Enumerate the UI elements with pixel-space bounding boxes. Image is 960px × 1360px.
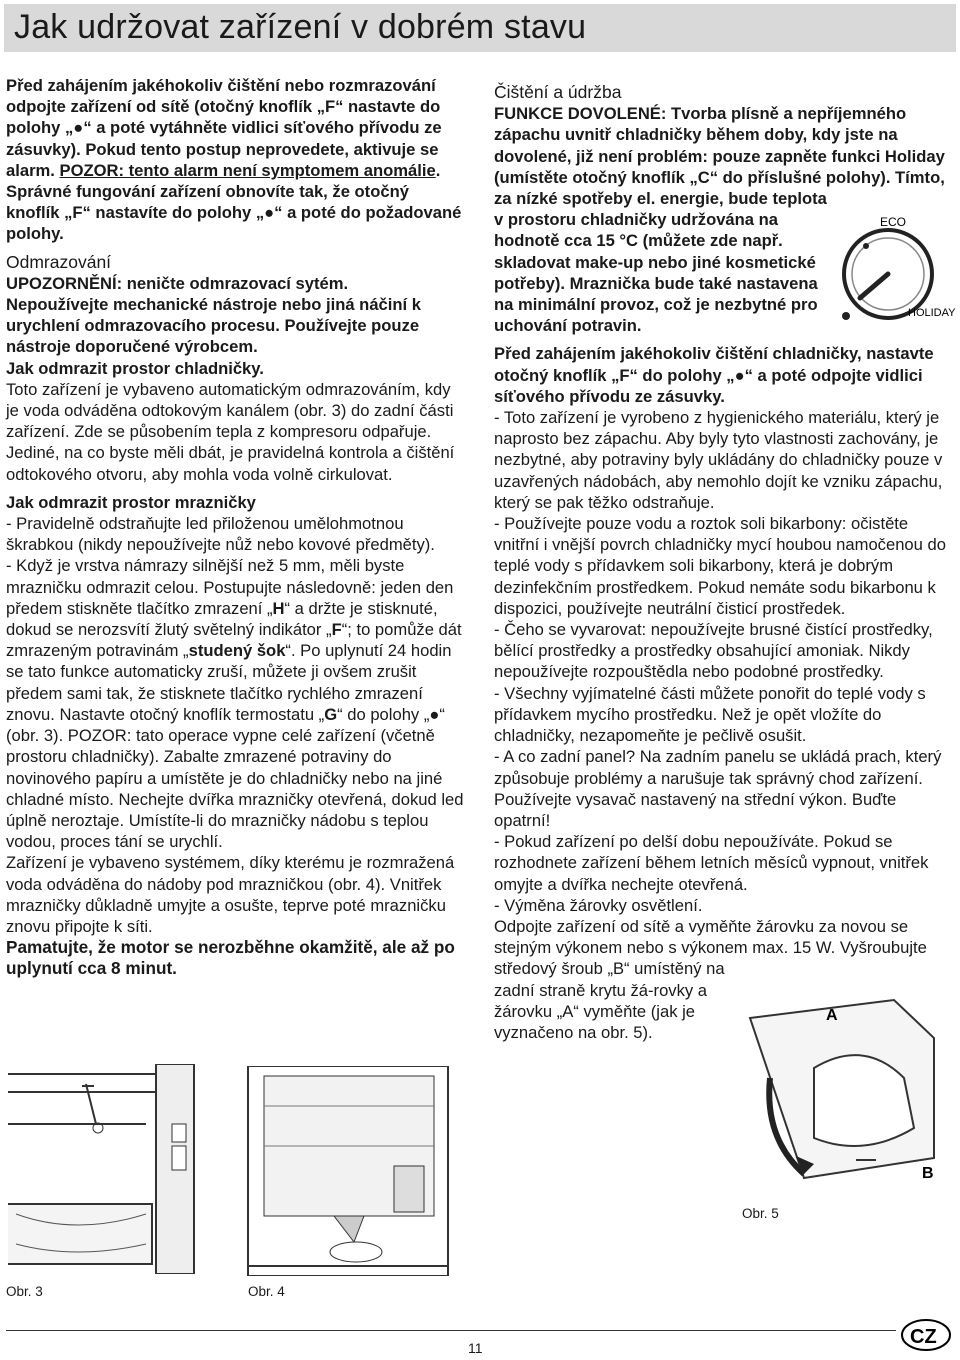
- defrost-warning: UPOZORNĚNÍ: neničte odmrazovací sytém.: [6, 273, 349, 293]
- freezer-defrost-text: [6, 555, 466, 852]
- figure-3-illustration: [6, 1064, 236, 1274]
- long-absence-text: - Pokud zařízení po delší dobu nepoužíváte. Pokud se rozhodnete zařízení během letních měsíců vypnout, vnitřek omyjte a dvířka nechejte otevřená.: [494, 832, 929, 894]
- holiday-label: HOLIDAY: [908, 307, 956, 319]
- figure-4-caption: Obr. 4: [248, 1284, 285, 1299]
- eco-label: ECO: [880, 215, 907, 229]
- thermostat-dial-figure: [836, 210, 960, 330]
- bulb-text-2: středový šroub „B“ umístěný na zadní straně krytu žá-rovky a žárovku „A“ vyměňte (jak je vyznačeno na obr. 5).: [494, 959, 725, 1042]
- freezer-text-4: “. Po uplynutí 24 hodin se tato funkce automaticky zruší, můžete ji ovšem zrušit předem sami tak, že stisknete tlačítko rychlého zmrazení znovu. Nastavte otočný knoflík termostatu „: [6, 641, 452, 724]
- motor-note: Pamatujte, že motor se nerozběhne okamžitě, ale až po uplynutí cca 8 minut.: [6, 937, 455, 979]
- holiday-text-1: FUNKCE DOVOLENÉ: Tvorba plísně a nepříjemného zápachu uvnitř chladničky během doby, kdy jste na dovolené, již není problém: pouze zapněte funkci Holiday (umístěte otočný knoflík „C“ do příslušné polohy). Tímto, za nízké spotřeby el. energie, bude teplota: [494, 104, 945, 209]
- removable-parts-text: - Všechny vyjímatelné části můžete ponořit do teplé vody s přídavkem mycího prostředku. Než je opět vložíte do chladničky, nezapomeňte je pečlivě osušit.: [494, 683, 926, 746]
- intro-paragraph: [6, 75, 466, 245]
- cleaning-heading: Čištění a údržba: [494, 82, 622, 102]
- figure-5-illustration: [744, 998, 954, 1194]
- eco-dot: [863, 243, 869, 249]
- page-number: 11: [468, 1340, 483, 1356]
- alarm-note: POZOR: tento alarm není symptomem anomálie: [59, 160, 436, 180]
- button-h-ref: H: [272, 598, 285, 618]
- avoid-text: - Čeho se vyvarovat: nepoužívejte brusné čistící prostředky, bělící prostředky a prostředky obsahující amoniak. Nikdy nepoužívejte rozpouštědla nebo podobné prostředky.: [494, 620, 933, 682]
- fridge-defrost-heading: Jak odmrazit prostor chladničky.: [6, 358, 264, 378]
- before-cleaning-text: Před zahájením jakéhokoliv čištění chladničky, nastavte otočný knoflík „F“ do polohy „●“ a poté odpojte vidlici síťového přívodu ze zásuvky.: [494, 344, 934, 406]
- fridge-defrost-text: Toto zařízení je vybaveno automatickým odmrazováním, kdy je voda odváděna odtokovým kanálem (obr. 3) do zadní části zařízení. Zde se působením tepla z kompresoru odpařuje. Jediné, na co byste měli dbát, je pravidelná kontrola a čištění odtokového otvoru, aby mohla voda volně cirkulovat.: [6, 379, 455, 484]
- cold-shock-term: studený šok: [188, 641, 286, 661]
- knob-g-ref: G: [324, 704, 338, 724]
- page-title: Jak udržovat zařízení v dobrém stavu: [14, 8, 587, 46]
- intro-text: Před zahájením jakéhokoliv čištění nebo rozmrazování odpojte zařízení od sítě (otočný knoflík „F“ nastavte do polohy „●“ a poté vytáhněte vidlici síťového přívodu ze zásuvky). Pokud tento postup neprovedete, aktivuje se alarm.: [6, 76, 442, 180]
- off-dot: [842, 312, 850, 320]
- defrost-heading: Odmrazování: [6, 251, 112, 272]
- figure-5-caption: Obr. 5: [742, 1206, 779, 1221]
- intro-text-end: . Správné fungování zařízení obnovíte tak, že otočný knoflík „F“ nastavíte do polohy „●“ a poté do požadované polohy.: [6, 160, 462, 244]
- label-a: A: [826, 1007, 838, 1024]
- bicarbonate-text: - Používejte pouze vodu a roztok soli bikarbony: očistěte vnitřní i vnější povrch chladničky mycí houbou namočenou do teplé vody s přídavkem soli bikarbony, která je dobrým dezinfekčním prostředkem. Pokud nemáte sodu bikarbonu k dispozici, používejte neutrální čisticí prostředek.: [494, 514, 946, 618]
- footer-divider: [6, 1330, 896, 1331]
- hygiene-text: - Toto zařízení je vyrobeno z hygienického materiálu, který je naprosto bez zápachu. Aby byly tyto vlastnosti zachovány, je nezbytné, aby potraviny byly ukládány do chladničky pouze v uzavřených nádobách, aby nemohlo dojít ke vzniku zápachu, který se pak těžko odstraňuje.: [494, 408, 943, 512]
- bulb-text-1: Odpojte zařízení od sítě a vyměňte žárovku za novou se stejným výkonem nebo s výkonem max. 15 W. Vyšroubujte: [494, 916, 927, 958]
- freezer-text-2: “ a držte je stisknuté, dokud se nerozsvítí žlutý světelný indikátor „: [6, 598, 438, 640]
- figure-3-caption: Obr. 3: [6, 1284, 43, 1299]
- title-bar: [4, 4, 956, 52]
- bulb-heading: - Výměna žárovky osvětlení.: [494, 895, 703, 915]
- freezer-text-3: “; to pomůže dát zmrazeným potravinám „: [6, 620, 462, 661]
- freezer-text-5: “ do polohy „●“ (obr. 3). POZOR: tato operace vypne celé zařízení (včetně prostoru chladničky). Zabalte zmrazené potraviny do novinového papíru a umístěte je do chladničky nebo na jiné chladné místo. Nechejte dvířka mrazničky otevřená, dokud led úplně neroztaje. Umístíte-li do mrazničky nádobu s teplou vodou, proces tání se urychlí.: [6, 704, 464, 852]
- freezer-scraper-text: - Pravidelně odstraňujte led přiloženou umělohmotnou škrabkou (nikdy nepoužívejte nůž nebo kovové předměty).: [6, 514, 435, 555]
- freezer-drain-text: Zařízení je vybaveno systémem, díky kterému je rozmražená voda odváděna do nádoby pod mrazničkou (obr. 4). Vnitřek mrazničky důkladně umyjte a osušte, teprve poté mrazničku znovu připojte k síti.: [6, 853, 455, 936]
- left-column: [6, 75, 466, 980]
- language-code: CZ: [910, 1326, 937, 1348]
- freezer-defrost-heading: Jak odmrazit prostor mrazničky: [6, 492, 256, 512]
- freezer-text-1: - Když je vrstva námrazy silnější než 5 mm, měli byste mrazničku odmrazit celou. Postupujte následovně: jeden den předem stiskněte tlačítko zmrazení „: [6, 556, 454, 618]
- defrost-tools-warning: Nepoužívejte mechanické nástroje nebo jiná náčiní k urychlení odmrazovacího procesu. Používejte pouze nástroje doporučené výrobcem.: [6, 295, 421, 357]
- language-badge: [900, 1318, 952, 1352]
- label-b: B: [922, 1165, 934, 1182]
- holiday-text-2: v prostoru chladničky udržována na hodnotě cca 15 °C (můžete zde např. skladovat make-up nebo jiné kosmetické potřeby). Mraznička bude také nastavena na minimální provoz, což je nezbytné pro uchování potravin.: [494, 210, 818, 336]
- back-panel-text: - A co zadní panel? Na zadním panelu se ukládá prach, který způsobuje problémy a narušuje tak správný chod zařízení. Používejte vysavač nastavený na střední výkon. Buďte opatrní!: [494, 747, 942, 830]
- figure-4-illustration: [244, 1066, 470, 1276]
- indicator-f-ref: F: [331, 620, 342, 640]
